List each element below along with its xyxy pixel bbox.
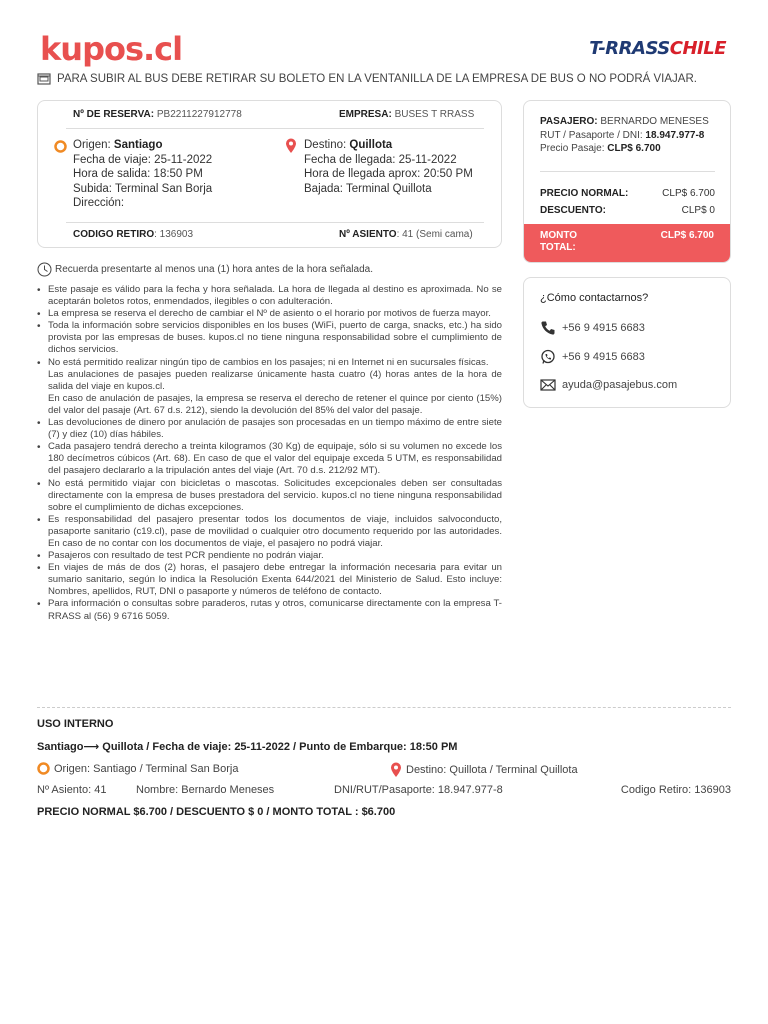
descuento-label: DESCUENTO: <box>540 205 606 216</box>
uso-interno-title: USO INTERNO <box>37 718 114 730</box>
divider <box>66 128 484 129</box>
internal-dni: DNI/RUT/Pasaporte: 18.947.977-8 <box>334 784 503 796</box>
chile-logo-text: CHILE <box>669 38 726 59</box>
boarding-notice <box>37 72 737 86</box>
internal-destination <box>390 762 578 778</box>
clock-icon <box>37 262 52 277</box>
passenger-price-card <box>523 100 731 263</box>
bajada: Bajada: Terminal Quillota <box>304 182 432 195</box>
internal-asiento: Nº Asiento: 41 <box>37 784 107 796</box>
mail-icon <box>540 379 556 391</box>
fecha-llegada: Fecha de llegada: 25-11-2022 <box>304 153 457 166</box>
precio-normal-row <box>540 188 715 199</box>
email-address: ayuda@pasajebus.com <box>562 379 678 391</box>
codigo-value: : 136903 <box>154 229 194 240</box>
reserva-row <box>73 109 483 120</box>
origin-pin-icon <box>54 140 67 153</box>
reserva-value: PB2211227912778 <box>156 109 242 120</box>
rule-item: • Pasajeros con resultado de test PCR pendiente no podrán viajar. <box>37 550 502 562</box>
codigo-label: CODIGO RETIRO <box>73 229 155 240</box>
precio-value: CLP$ 6.700 <box>607 143 661 154</box>
whatsapp-icon <box>540 349 556 365</box>
origen-label: Origen: <box>73 139 111 151</box>
destino-label: Destino: <box>304 139 347 151</box>
codigo-row <box>73 229 483 240</box>
asiento-value: : 41 (Semi cama) <box>396 229 473 240</box>
passenger-info <box>540 115 709 156</box>
rule-item: • En viajes de más de dos (2) horas, el pasajero debe entregar la información necesaria para evitar un sumario sanitario, según lo indica la Resolución Exenta 644/2021 del Ministerio de Salud. Esto incluye: Nombres, apellidos, RUT, DNI o pasaporte y números de teléfono de contacto. <box>37 562 502 598</box>
destination-pin-icon <box>285 138 297 154</box>
divider <box>66 222 484 223</box>
rule-item: En caso de anulación de pasajes, la empresa se reserva el derecho de retener el quince por ciento (15%) del valor del pasaje (Art. 67 d.s. 212), siendo la devolución del 85% del valor del pasaje. <box>48 392 502 416</box>
contact-whatsapp[interactable] <box>540 349 645 365</box>
destination-block <box>304 138 473 196</box>
route-rest: Quillota / Fecha de viaje: 25-11-2022 / Punto de Embarque: 18:50 PM <box>102 741 458 753</box>
rule-item: • Toda la información sobre servicios disponibles en los buses (WiFi, puerto de carga, snacks, etc.) ha sido provista por las empresas de buses. kupos.cl no tiene ninguna responsabilidad sobre el cumplimiento de dichos servicios. <box>37 320 502 356</box>
internal-totals: PRECIO NORMAL $6.700 / DESCUENTO $ 0 / MONTO TOTAL : $6.700 <box>37 806 396 818</box>
precio-label: Precio Pasaje: <box>540 143 605 154</box>
divider <box>540 171 715 172</box>
destination-pin-icon <box>390 762 402 778</box>
origin-block <box>73 138 212 211</box>
internal-origin-text: Origen: Santiago / Terminal San Borja <box>54 762 239 775</box>
reminder <box>37 262 373 277</box>
rut-label: RUT / Pasaporte / DNI: <box>540 129 643 141</box>
ticket-details-card <box>37 100 502 248</box>
hora-llegada: Hora de llegada aprox: 20:50 PM <box>304 168 473 180</box>
destino-value: Quillota <box>349 139 393 151</box>
phone-icon <box>540 320 556 336</box>
arrow-right-icon: ⟶ <box>83 741 103 753</box>
rule-item: • Las devoluciones de dinero por anulación de pasajes son procesadas en un tiempo máximo de entre siete (7) y diez (10) días hábiles. <box>37 417 502 441</box>
rule-item: • Es responsabilidad del pasajero presentar todos los documentos de viaje, incluidos salvoconducto, pasaporte sanitario (c19.cl), pase de movilidad o cualquier otro documento requerido por las autoridades. En caso de no contar con los documentos de viaje, el pasajero no podrá viajar. <box>37 514 502 550</box>
kupos-logo: kupos.cl <box>40 30 183 68</box>
origin-pin-icon <box>37 762 50 775</box>
rule-item: • Para información o consultas sobre paraderos, rutas y otros, comunicarse directamente con la empresa T-RRASS al (56) 9 6716 5059. <box>37 598 502 622</box>
rule-item: • No está permitido realizar ningún tipo de cambios en los pasajes; ni en Internet ni en sucursales físicas. <box>37 357 502 369</box>
ticket-window-icon <box>37 72 51 86</box>
internal-codigo: Codigo Retiro: 136903 <box>620 784 731 796</box>
contact-title: ¿Cómo contactarnos? <box>540 292 649 304</box>
hora-salida: Hora de salida: 18:50 PM <box>73 168 203 180</box>
contact-phone[interactable] <box>540 320 645 336</box>
monto-total-value: CLP$ 6.700 <box>660 230 714 241</box>
pasajero-value: BERNARDO MENESES <box>600 116 709 127</box>
precio-normal-label: PRECIO NORMAL: <box>540 188 629 199</box>
contact-card <box>523 277 731 408</box>
reminder-text: Recuerda presentarte al menos una (1) hora antes de la hora señalada. <box>55 264 373 275</box>
asiento-label: Nº ASIENTO <box>339 229 397 240</box>
rule-item: • Cada pasajero tendrá derecho a treinta kilogramos (30 Kg) de equipaje, sólo si su volumen no excede los 180 decímetros cúbicos (Art. 68). En caso de que el valor del equipaje exceda 5 UTM, es responsabilidad del pasajero declararlo a la tripulación antes del viaje (Art. 70 d.s. 212/92 MT). <box>37 441 502 477</box>
rule-item: • La empresa se reserva el derecho de cambiar el Nº de asiento o el horario por motivos de fuerza mayor. <box>37 308 502 320</box>
trrass-chile-logo <box>589 38 726 59</box>
contact-email[interactable] <box>540 379 677 391</box>
trrass-logo-text: T-RRASS <box>589 38 670 59</box>
phone-number: +56 9 4915 6683 <box>562 322 645 334</box>
rule-item: • Este pasaje es válido para la fecha y hora señalada. La hora de llegada al destino es aproximada. No se aceptarán boletos rotos, enmendados, ilegibles o con adulteración. <box>37 284 502 308</box>
precio-normal-value: CLP$ 6.700 <box>662 188 715 199</box>
dashed-divider <box>37 707 731 708</box>
route-from: Santiago <box>37 741 84 753</box>
descuento-value: CLP$ 0 <box>681 205 715 216</box>
fecha-viaje: Fecha de viaje: 25-11-2022 <box>73 153 213 166</box>
internal-destination-text: Destino: Quillota / Terminal Quillota <box>406 764 578 776</box>
rut-value: 18.947.977-8 <box>645 129 705 141</box>
boarding-notice-text: PARA SUBIR AL BUS DEBE RETIRAR SU BOLETO EN LA VENTANILLA DE LA EMPRESA DE BUS O NO PODRÁ VIAJAR. <box>57 73 697 85</box>
monto-total-bar <box>524 224 730 262</box>
direccion: Dirección: <box>73 197 125 209</box>
internal-origin <box>37 762 238 775</box>
internal-nombre: Nombre: Bernardo Meneses <box>136 784 275 796</box>
reserva-label: Nº DE RESERVA: <box>73 109 155 120</box>
rule-item: Las anulaciones de pasajes pueden realizarse únicamente hasta cuatro (4) horas antes de la hora de salida del viaje en kupos.cl. <box>48 368 502 392</box>
origen-value: Santiago <box>113 139 163 151</box>
empresa-value: BUSES T RRASS <box>394 109 475 120</box>
pasajero-label: PASAJERO: <box>540 116 598 127</box>
rule-item: • No está permitido viajar con bicicletas o mascotas. Solicitudes excepcionales deben ser consultadas directamente con la empresa de buses prestadora del servicio. kupos.cl no tiene ninguna responsabilidad sobre el cumplimiento de dichas excepciones. <box>37 478 502 514</box>
internal-route <box>37 740 457 753</box>
descuento-row <box>540 205 715 216</box>
subida: Subida: Terminal San Borja <box>73 182 213 195</box>
rules-list <box>37 284 502 623</box>
empresa-label: EMPRESA: <box>339 109 392 120</box>
whatsapp-number: +56 9 4915 6683 <box>562 351 645 363</box>
monto-total-label: MONTO TOTAL: <box>540 230 578 253</box>
